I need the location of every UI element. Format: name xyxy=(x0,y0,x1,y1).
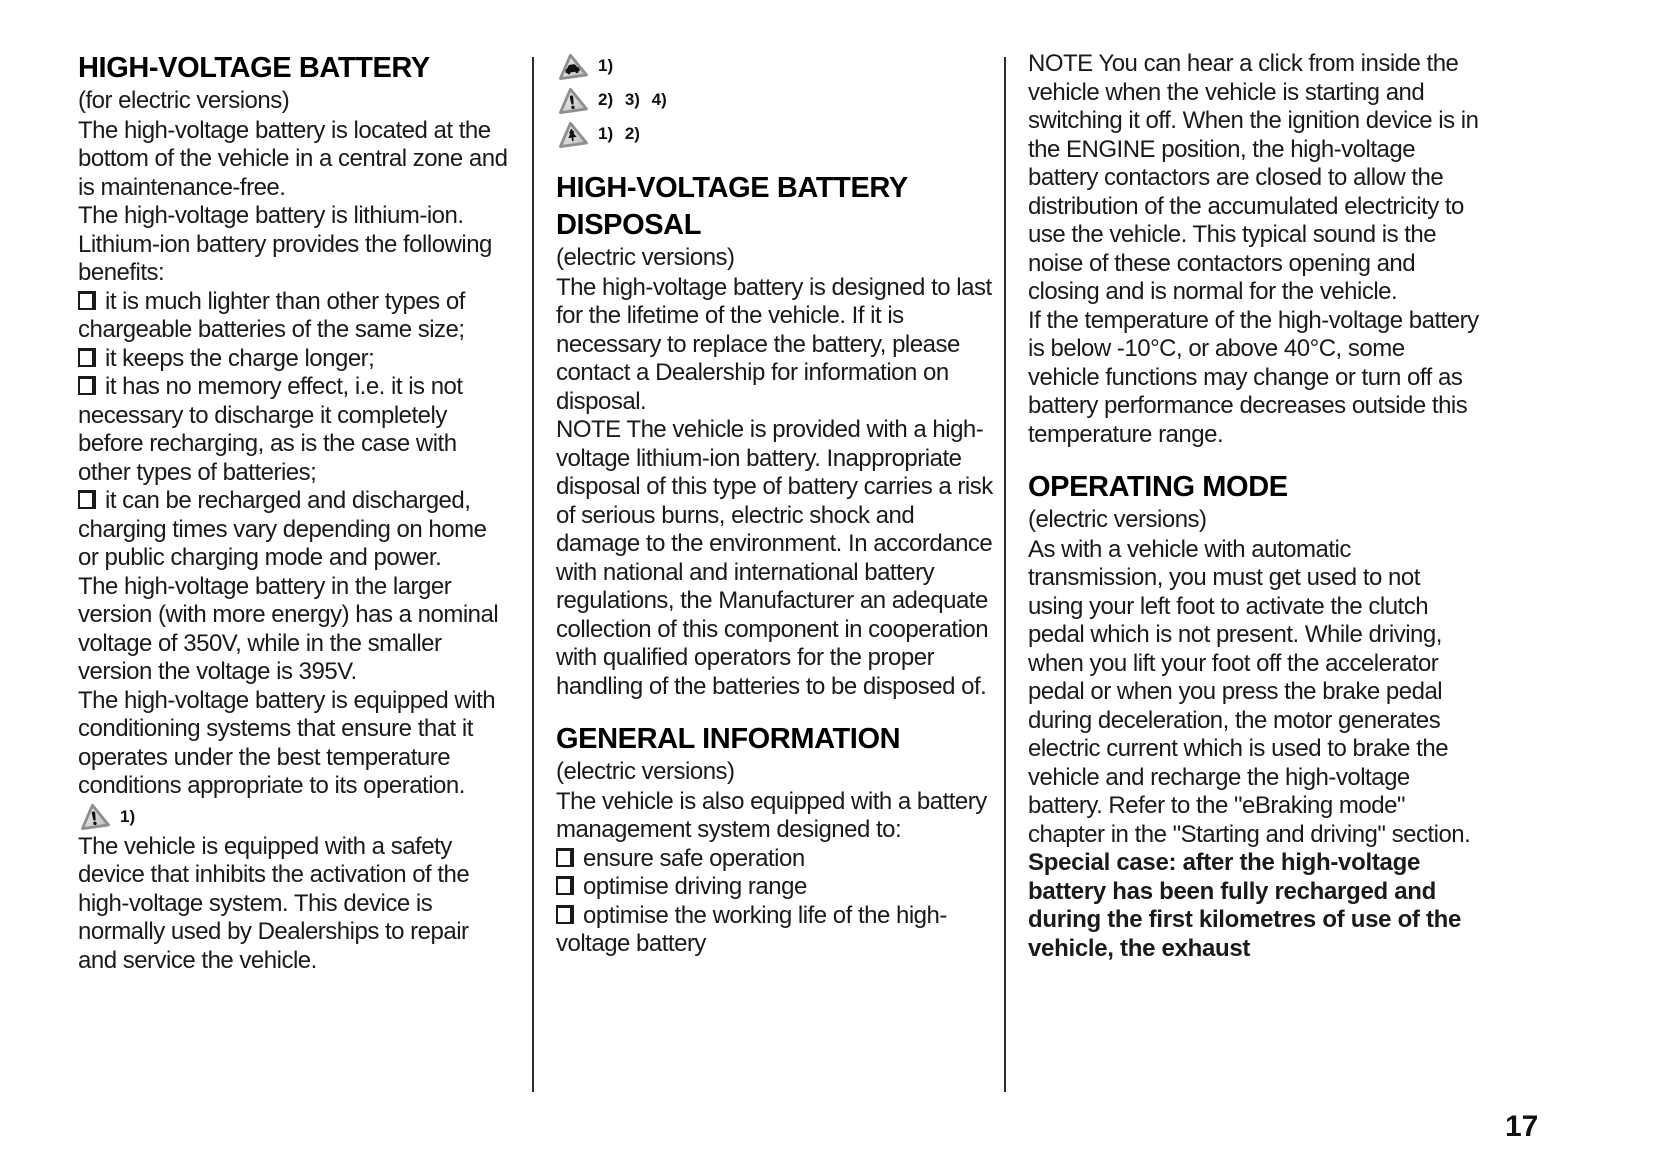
paragraph: The high-voltage battery in the larger version (with more energy) has a nominal voltage of 350V, while in the smaller version the voltage is 395V. xyxy=(78,572,499,685)
square-bullet-icon xyxy=(556,876,574,895)
paragraph: The high-voltage battery is lithium-ion. Lithium-ion battery provides the following benefits: xyxy=(78,202,492,286)
square-bullet-icon xyxy=(556,905,574,924)
column-right xyxy=(1028,50,1480,963)
paragraph: The vehicle is also equipped with a battery management system designed to: xyxy=(556,787,987,843)
paragraph: As with a vehicle with automatic transmission, you must get used to not using your left foot to activate the clutch pedal which is not present. While driving, when you lift your foot off the accelerator pedal or when you press the brake pedal during deceleration, the motor generates electric current which is used to brake the vehicle and recharge the high-voltage battery. Refer to the "eBraking mode" chapter in the "Starting and driving" section. xyxy=(1028,535,1471,848)
column-divider xyxy=(532,57,534,1092)
bullet-item xyxy=(556,873,998,902)
square-bullet-icon xyxy=(78,348,96,367)
bullet-text: it keeps the charge longer; xyxy=(105,344,375,372)
warning-reference-row xyxy=(556,84,998,116)
square-bullet-icon xyxy=(78,490,96,509)
paragraph: The vehicle is equipped with a safety device that inhibits the activation of the high-voltage system. This device is normally used by Dealerships to repair and service the vehicle. xyxy=(78,832,470,974)
bullet-item xyxy=(556,845,998,874)
paragraph: The high-voltage battery is equipped with conditioning systems that ensure that it operates under the best temperature conditions appropriate to its operation. xyxy=(78,686,496,799)
column-divider xyxy=(1004,57,1006,1092)
warning-icon-stack xyxy=(556,50,998,150)
note-references: 1) xyxy=(598,56,614,75)
square-bullet-icon xyxy=(78,376,96,395)
bullet-text: optimise driving range xyxy=(583,873,807,900)
paragraph: If the temperature of the high-voltage battery is below -10°C, or above 40°C, some vehicle functions may change or turn off as battery performance decreases outside this temperature range. xyxy=(1028,306,1479,448)
square-bullet-icon xyxy=(78,291,96,310)
column-middle xyxy=(556,50,998,959)
paragraph: The high-voltage battery is designed to last for the lifetime of the vehicle. If it is necessary to replace the battery, please contact a Dealership for information on disposal. xyxy=(556,273,992,415)
environment-warning-icon xyxy=(554,117,590,150)
note-references: 1) xyxy=(120,806,136,826)
warning-reference-row xyxy=(78,801,512,833)
car-warning-icon xyxy=(554,49,590,82)
bullet-item xyxy=(556,902,998,959)
section-heading-disposal: HIGH-VOLTAGE BATTERY DISPOSAL xyxy=(556,172,908,241)
section-heading-operating: OPERATING MODE xyxy=(1028,471,1288,503)
warning-icon xyxy=(76,800,112,833)
paragraph: NOTE The vehicle is provided with a high-voltage lithium-ion battery. Inappropriate disposal of this type of battery carries a risk of serious burns, electric shock and damage to the environment. In accordance with national and international battery regulations, the Manufacturer an adequate collection of this component in cooperation with qualified operators for the proper handling of the batteries to be disposed of. xyxy=(556,416,993,700)
section-subheading: (electric versions) xyxy=(556,758,735,785)
warning-reference-row xyxy=(556,118,998,150)
bullet-item xyxy=(78,487,512,573)
bullet-item xyxy=(78,345,512,374)
section-heading-general: GENERAL INFORMATION xyxy=(556,723,901,755)
note-references: 1) 2) xyxy=(598,124,640,143)
bullet-text: it can be recharged and discharged, charging times vary depending on home or public charging mode and power. xyxy=(78,487,487,571)
note-references: 2) 3) 4) xyxy=(598,90,667,109)
section-subheading: (for electric versions) xyxy=(78,87,290,114)
section-subheading: (electric versions) xyxy=(1028,506,1207,533)
warning-icon xyxy=(554,83,590,116)
bullet-text: ensure safe operation xyxy=(583,844,805,872)
warning-reference-row xyxy=(556,50,998,82)
special-case-paragraph: Special case: after the high-voltage battery has been fully recharged and during the first kilometres of use of the vehicle, the exhaust xyxy=(1028,849,1462,962)
bullet-item xyxy=(78,373,512,487)
paragraph: The high-voltage battery is located at the bottom of the vehicle in a central zone and is maintenance-free. xyxy=(78,116,508,201)
bullet-text: it has no memory effect, i.e. it is not necessary to discharge it completely before recharging, as is the case with other types of batteries; xyxy=(78,373,463,486)
bullet-text: optimise the working life of the high-voltage battery xyxy=(556,901,947,957)
bullet-item xyxy=(78,288,512,345)
bullet-text: it is much lighter than other types of chargeable batteries of the same size; xyxy=(78,287,465,343)
section-subheading: (electric versions) xyxy=(556,244,735,271)
section-heading-battery: HIGH-VOLTAGE BATTERY xyxy=(78,52,430,84)
square-bullet-icon xyxy=(556,848,574,867)
column-left xyxy=(78,50,512,975)
page-number: 17 xyxy=(1505,1110,1539,1143)
paragraph: NOTE You can hear a click from inside the vehicle when the vehicle is starting and switching it off. When the ignition device is in the ENGINE position, the high-voltage battery contactors are closed to allow the distribution of the accumulated electricity to use the vehicle. This typical sound is the noise of these contactors opening and closing and is normal for the vehicle. xyxy=(1028,50,1479,305)
